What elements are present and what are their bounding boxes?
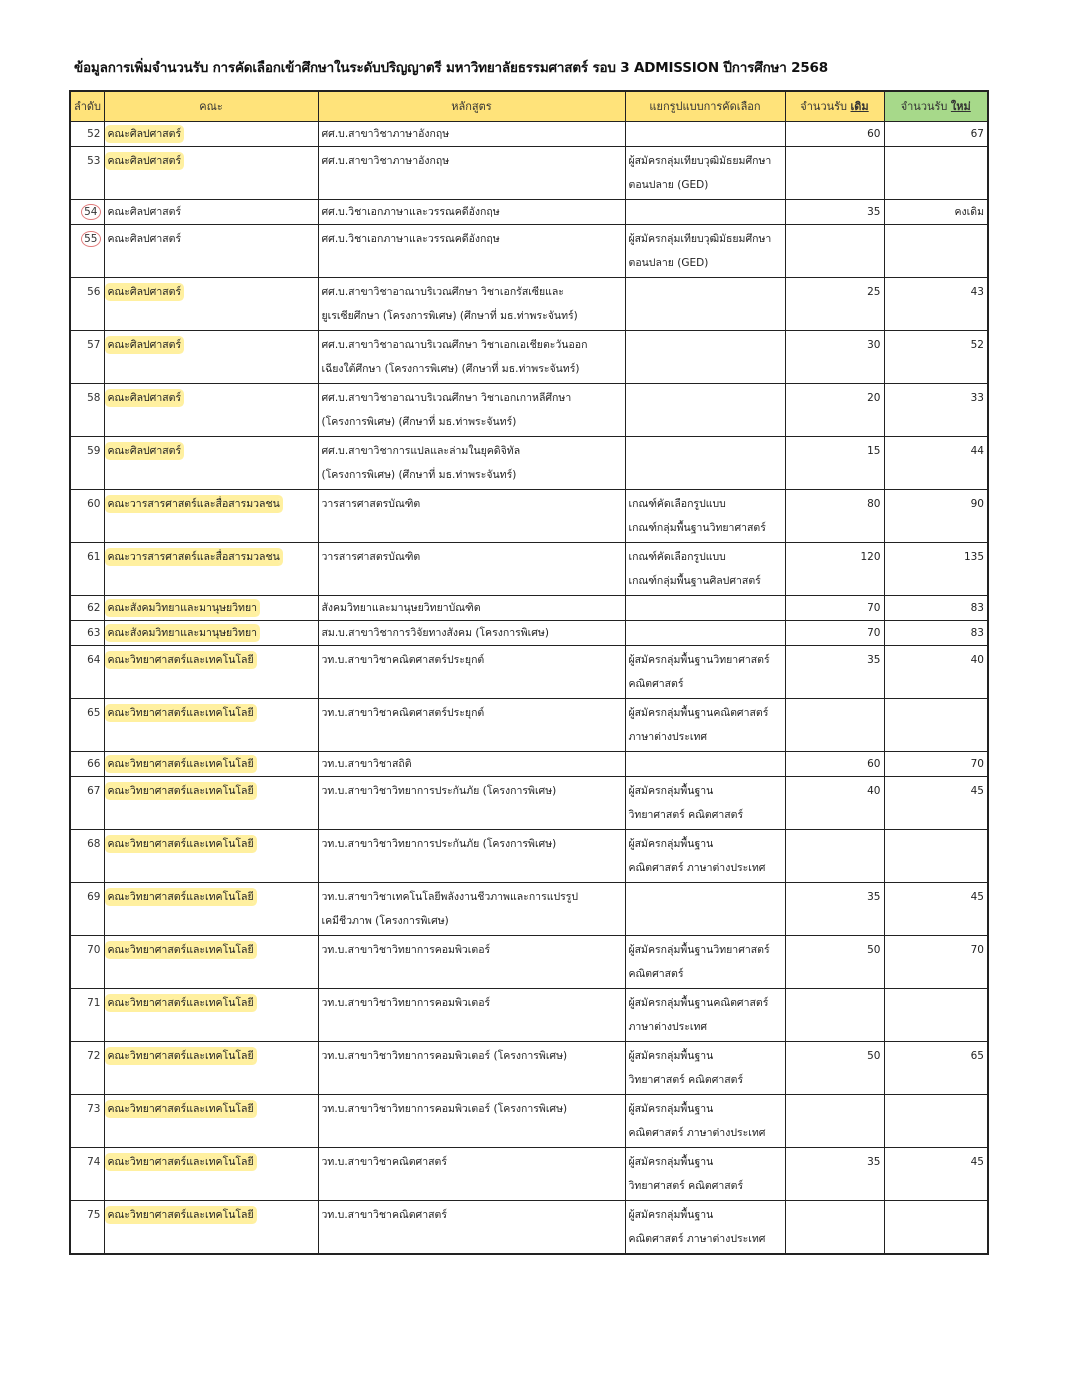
cell-no <box>70 147 104 200</box>
cell-new-quota <box>884 1201 988 1255</box>
cell-faculty <box>104 699 318 752</box>
header-method: แยกรูปแบบการคัดเลือก <box>625 91 785 122</box>
method-line: ภาษาต่างประเทศ <box>628 731 708 743</box>
program-line: (โครงการพิเศษ) (ศึกษาที่ มธ.ท่าพระจันทร์) <box>321 416 517 428</box>
cell-method <box>625 225 785 278</box>
header-no: ลำดับ <box>70 91 104 122</box>
cell-no <box>70 543 104 596</box>
cell-faculty <box>104 490 318 543</box>
cell-no <box>70 200 104 225</box>
cell-no <box>70 883 104 936</box>
cell-new-quota: 83 <box>884 596 988 621</box>
program-line: วท.บ.สาขาวิชาคณิตศาสตร์ประยุกต์ <box>321 654 485 666</box>
method-line: ผู้สมัครกลุ่มพื้นฐานวิทยาศาสตร์ <box>628 944 770 956</box>
row-number: 52 <box>87 128 101 140</box>
cell-program <box>318 278 625 331</box>
faculty-name: คณะวารสารศาสตร์และสื่อสารมวลชน <box>107 498 280 510</box>
cell-old-quota <box>785 989 884 1042</box>
faculty-name: คณะสังคมวิทยาและมานุษยวิทยา <box>107 602 258 614</box>
cell-new-quota: คงเดิม <box>884 200 988 225</box>
cell-no <box>70 621 104 646</box>
method-line: ตอนปลาย (GED) <box>628 179 709 191</box>
row-number: 58 <box>87 392 101 404</box>
table-row <box>70 225 988 278</box>
cell-program <box>318 200 625 225</box>
program-line: ศศ.บ.สาขาวิชาอาณาบริเวณศึกษา วิชาเอกเอเชียตะวันออก <box>321 339 588 351</box>
program-line: วท.บ.สาขาวิชาวิทยาการคอมพิวเตอร์ (โครงการพิเศษ) <box>321 1103 568 1115</box>
table-row <box>70 1095 988 1148</box>
row-number: 60 <box>87 498 101 510</box>
cell-method <box>625 331 785 384</box>
method-line: ผู้สมัครกลุ่มพื้นฐาน <box>628 1209 714 1221</box>
faculty-name: คณะวิทยาศาสตร์และเทคโนโลยี <box>107 891 254 903</box>
cell-program <box>318 646 625 699</box>
cell-old-quota <box>785 699 884 752</box>
cell-faculty <box>104 596 318 621</box>
cell-program <box>318 384 625 437</box>
cell-no <box>70 777 104 830</box>
method-line: ผู้สมัครกลุ่มพื้นฐาน <box>628 785 714 797</box>
table-row <box>70 936 988 989</box>
method-line: เกณฑ์คัดเลือกรูปแบบ <box>628 551 726 563</box>
faculty-name: คณะวิทยาศาสตร์และเทคโนโลยี <box>107 654 254 666</box>
header-faculty: คณะ <box>104 91 318 122</box>
table-row <box>70 989 988 1042</box>
cell-new-quota <box>884 989 988 1042</box>
cell-old-quota: 15 <box>785 437 884 490</box>
faculty-name: คณะวิทยาศาสตร์และเทคโนโลยี <box>107 944 254 956</box>
cell-new-quota: 52 <box>884 331 988 384</box>
cell-program <box>318 225 625 278</box>
row-number: 61 <box>87 551 101 563</box>
cell-program <box>318 621 625 646</box>
table-row <box>70 200 988 225</box>
faculty-name: คณะวิทยาศาสตร์และเทคโนโลยี <box>107 707 254 719</box>
method-line: ผู้สมัครกลุ่มเทียบวุฒิมัธยมศึกษา <box>628 155 772 167</box>
cell-old-quota: 70 <box>785 621 884 646</box>
circled-row-number: 55 <box>81 231 100 247</box>
program-line: วท.บ.สาขาวิชาวิทยาการคอมพิวเตอร์ <box>321 997 491 1009</box>
table-row <box>70 830 988 883</box>
cell-new-quota <box>884 699 988 752</box>
cell-program <box>318 699 625 752</box>
cell-faculty <box>104 621 318 646</box>
program-line: วท.บ.สาขาวิชาวิทยาการประกันภัย (โครงการพิเศษ) <box>321 785 557 797</box>
program-line: ศศ.บ.วิชาเอกภาษาและวรรณคดีอังกฤษ <box>321 206 500 218</box>
method-line: ภาษาต่างประเทศ <box>628 1021 708 1033</box>
cell-faculty <box>104 1042 318 1095</box>
method-line: ผู้สมัครกลุ่มพื้นฐาน <box>628 1103 714 1115</box>
program-line: วท.บ.สาขาวิชาวิทยาการคอมพิวเตอร์ (โครงการพิเศษ) <box>321 1050 568 1062</box>
row-number: 74 <box>87 1156 101 1168</box>
program-line: วท.บ.สาขาวิชาคณิตศาสตร์ประยุกต์ <box>321 707 485 719</box>
method-line: ผู้สมัครกลุ่มพื้นฐานคณิตศาสตร์ <box>628 707 769 719</box>
method-line: คณิตศาสตร์ ภาษาต่างประเทศ <box>628 862 766 874</box>
method-line: เกณฑ์คัดเลือกรูปแบบ <box>628 498 726 510</box>
cell-new-quota: 83 <box>884 621 988 646</box>
cell-method <box>625 777 785 830</box>
table-row <box>70 752 988 777</box>
cell-old-quota <box>785 1095 884 1148</box>
cell-method <box>625 646 785 699</box>
program-line: ศศ.บ.สาขาวิชาการแปลและล่ามในยุคดิจิทัล <box>321 445 521 457</box>
cell-faculty <box>104 1148 318 1201</box>
cell-new-quota: 65 <box>884 1042 988 1095</box>
cell-old-quota: 20 <box>785 384 884 437</box>
cell-new-quota: 67 <box>884 122 988 147</box>
program-line: ศศ.บ.สาขาวิชาอาณาบริเวณศึกษา วิชาเอกรัสเซียและ <box>321 286 564 298</box>
method-line: ผู้สมัครกลุ่มพื้นฐาน <box>628 1156 714 1168</box>
program-line: วท.บ.สาขาวิชาคณิตศาสตร์ <box>321 1209 447 1221</box>
cell-old-quota: 60 <box>785 752 884 777</box>
cell-program <box>318 1042 625 1095</box>
cell-new-quota: 45 <box>884 777 988 830</box>
program-line: เฉียงใต้ศึกษา (โครงการพิเศษ) (ศึกษาที่ มธ.ท่าพระจันทร์) <box>321 363 580 375</box>
cell-old-quota: 35 <box>785 1148 884 1201</box>
faculty-name: คณะวารสารศาสตร์และสื่อสารมวลชน <box>107 551 280 563</box>
cell-no <box>70 1201 104 1255</box>
cell-no <box>70 278 104 331</box>
cell-program <box>318 936 625 989</box>
faculty-name: คณะศิลปศาสตร์ <box>107 339 182 351</box>
cell-program <box>318 1095 625 1148</box>
cell-no <box>70 122 104 147</box>
faculty-name: คณะวิทยาศาสตร์และเทคโนโลยี <box>107 1050 254 1062</box>
faculty-name: คณะศิลปศาสตร์ <box>107 286 182 298</box>
cell-no <box>70 1095 104 1148</box>
cell-no <box>70 490 104 543</box>
table-row <box>70 1042 988 1095</box>
cell-faculty <box>104 122 318 147</box>
table-row <box>70 384 988 437</box>
faculty-name: คณะศิลปศาสตร์ <box>107 206 182 218</box>
cell-faculty <box>104 1201 318 1255</box>
cell-faculty <box>104 543 318 596</box>
method-line: ตอนปลาย (GED) <box>628 257 709 269</box>
row-number: 69 <box>87 891 101 903</box>
cell-no <box>70 830 104 883</box>
cell-new-quota: 70 <box>884 936 988 989</box>
table-row <box>70 278 988 331</box>
cell-method <box>625 1042 785 1095</box>
circled-row-number: 54 <box>81 204 100 220</box>
row-number: 62 <box>87 602 101 614</box>
cell-no <box>70 1042 104 1095</box>
cell-method <box>625 278 785 331</box>
cell-method <box>625 752 785 777</box>
faculty-name: คณะวิทยาศาสตร์และเทคโนโลยี <box>107 997 254 1009</box>
row-number: 59 <box>87 445 101 457</box>
program-line: ยูเรเซียศึกษา (โครงการพิเศษ) (ศึกษาที่ มธ.ท่าพระจันทร์) <box>321 310 578 322</box>
header-new-prefix: จำนวนรับ <box>900 99 948 113</box>
program-line: สังคมวิทยาและมานุษยวิทยาบัณฑิต <box>321 602 481 614</box>
cell-method <box>625 1148 785 1201</box>
cell-no <box>70 331 104 384</box>
cell-faculty <box>104 883 318 936</box>
cell-faculty <box>104 225 318 278</box>
cell-old-quota: 40 <box>785 777 884 830</box>
table-row <box>70 437 988 490</box>
cell-no <box>70 384 104 437</box>
cell-faculty <box>104 646 318 699</box>
program-line: (โครงการพิเศษ) (ศึกษาที่ มธ.ท่าพระจันทร์) <box>321 469 517 481</box>
faculty-name: คณะศิลปศาสตร์ <box>107 233 182 245</box>
method-line: วิทยาศาสตร์ คณิตศาสตร์ <box>628 809 744 821</box>
cell-method <box>625 490 785 543</box>
header-new-emph: ใหม่ <box>950 99 971 113</box>
cell-new-quota: 45 <box>884 883 988 936</box>
table-row <box>70 699 988 752</box>
cell-no <box>70 936 104 989</box>
row-number: 72 <box>87 1050 101 1062</box>
method-line: เกณฑ์กลุ่มพื้นฐานศิลปศาสตร์ <box>628 575 761 587</box>
cell-faculty <box>104 752 318 777</box>
method-line: วิทยาศาสตร์ คณิตศาสตร์ <box>628 1180 744 1192</box>
method-line: ผู้สมัครกลุ่มพื้นฐานวิทยาศาสตร์ <box>628 654 770 666</box>
cell-faculty <box>104 936 318 989</box>
cell-method <box>625 883 785 936</box>
row-number: 71 <box>87 997 101 1009</box>
cell-old-quota: 50 <box>785 936 884 989</box>
cell-method <box>625 147 785 200</box>
cell-method <box>625 699 785 752</box>
method-line: วิทยาศาสตร์ คณิตศาสตร์ <box>628 1074 744 1086</box>
cell-method <box>625 989 785 1042</box>
cell-program <box>318 1201 625 1255</box>
header-row <box>70 91 988 122</box>
cell-program <box>318 596 625 621</box>
header-old-quota <box>785 91 884 122</box>
row-number: 63 <box>87 627 101 639</box>
row-number: 67 <box>87 785 101 797</box>
cell-old-quota: 60 <box>785 122 884 147</box>
table-row <box>70 1201 988 1255</box>
cell-method <box>625 830 785 883</box>
program-line: ศศ.บ.วิชาเอกภาษาและวรรณคดีอังกฤษ <box>321 233 500 245</box>
row-number: 57 <box>87 339 101 351</box>
cell-old-quota <box>785 225 884 278</box>
cell-new-quota: 70 <box>884 752 988 777</box>
table-row <box>70 777 988 830</box>
cell-program <box>318 122 625 147</box>
row-number: 66 <box>87 758 101 770</box>
program-line: สม.บ.สาขาวิชาการวิจัยทางสังคม (โครงการพิเศษ) <box>321 627 549 639</box>
cell-new-quota: 33 <box>884 384 988 437</box>
table-row <box>70 621 988 646</box>
cell-method <box>625 437 785 490</box>
faculty-name: คณะสังคมวิทยาและมานุษยวิทยา <box>107 627 258 639</box>
cell-program <box>318 777 625 830</box>
program-line: วท.บ.สาขาวิชาสถิติ <box>321 758 412 770</box>
method-line: ผู้สมัครกลุ่มเทียบวุฒิมัธยมศึกษา <box>628 233 772 245</box>
cell-program <box>318 331 625 384</box>
cell-program <box>318 830 625 883</box>
cell-program <box>318 752 625 777</box>
cell-old-quota: 30 <box>785 331 884 384</box>
cell-program <box>318 543 625 596</box>
table-row <box>70 490 988 543</box>
cell-program <box>318 883 625 936</box>
header-old-emph: เดิม <box>850 99 869 113</box>
faculty-name: คณะศิลปศาสตร์ <box>107 445 182 457</box>
program-line: วท.บ.สาขาวิชาเทคโนโลยีพลังงานชีวภาพและการแปรรูป <box>321 891 579 903</box>
cell-faculty <box>104 830 318 883</box>
cell-no <box>70 989 104 1042</box>
program-line: ศศ.บ.สาขาวิชาภาษาอังกฤษ <box>321 155 450 167</box>
cell-method <box>625 1095 785 1148</box>
cell-no <box>70 752 104 777</box>
method-line: คณิตศาสตร์ <box>628 678 684 690</box>
row-number: 65 <box>87 707 101 719</box>
table-row <box>70 883 988 936</box>
table-row <box>70 1148 988 1201</box>
cell-new-quota: 135 <box>884 543 988 596</box>
program-line: ศศ.บ.สาขาวิชาภาษาอังกฤษ <box>321 128 450 140</box>
cell-program <box>318 437 625 490</box>
cell-method <box>625 384 785 437</box>
cell-new-quota <box>884 830 988 883</box>
cell-old-quota: 80 <box>785 490 884 543</box>
cell-new-quota: 44 <box>884 437 988 490</box>
cell-faculty <box>104 437 318 490</box>
cell-program <box>318 147 625 200</box>
cell-program <box>318 989 625 1042</box>
cell-new-quota <box>884 225 988 278</box>
method-line: คณิตศาสตร์ ภาษาต่างประเทศ <box>628 1233 766 1245</box>
method-line: ผู้สมัครกลุ่มพื้นฐาน <box>628 1050 714 1062</box>
cell-old-quota: 70 <box>785 596 884 621</box>
row-number: 75 <box>87 1209 101 1221</box>
cell-new-quota: 90 <box>884 490 988 543</box>
cell-faculty <box>104 331 318 384</box>
cell-new-quota <box>884 147 988 200</box>
cell-old-quota <box>785 1201 884 1255</box>
cell-no <box>70 646 104 699</box>
row-number: 56 <box>87 286 101 298</box>
faculty-name: คณะวิทยาศาสตร์และเทคโนโลยี <box>107 785 254 797</box>
cell-new-quota: 43 <box>884 278 988 331</box>
program-line: วารสารศาสตรบัณฑิต <box>321 551 421 563</box>
faculty-name: คณะวิทยาศาสตร์และเทคโนโลยี <box>107 1103 254 1115</box>
admission-table <box>69 90 989 1255</box>
table-row <box>70 596 988 621</box>
header-program: หลักสูตร <box>318 91 625 122</box>
table-row <box>70 543 988 596</box>
cell-faculty <box>104 989 318 1042</box>
method-line: เกณฑ์กลุ่มพื้นฐานวิทยาศาสตร์ <box>628 522 766 534</box>
method-line: ผู้สมัครกลุ่มพื้นฐานคณิตศาสตร์ <box>628 997 769 1009</box>
cell-method <box>625 200 785 225</box>
program-line: วารสารศาสตรบัณฑิต <box>321 498 421 510</box>
method-line: ผู้สมัครกลุ่มพื้นฐาน <box>628 838 714 850</box>
faculty-name: คณะวิทยาศาสตร์และเทคโนโลยี <box>107 758 254 770</box>
table-header <box>70 91 988 122</box>
cell-no <box>70 699 104 752</box>
table-row <box>70 147 988 200</box>
cell-method <box>625 621 785 646</box>
row-number: 53 <box>87 155 101 167</box>
cell-program <box>318 490 625 543</box>
program-line: เคมีชีวภาพ (โครงการพิเศษ) <box>321 915 449 927</box>
program-line: วท.บ.สาขาวิชาวิทยาการประกันภัย (โครงการพิเศษ) <box>321 838 557 850</box>
cell-faculty <box>104 200 318 225</box>
cell-faculty <box>104 1095 318 1148</box>
table-row <box>70 331 988 384</box>
cell-method <box>625 1201 785 1255</box>
cell-new-quota <box>884 1095 988 1148</box>
cell-old-quota: 35 <box>785 200 884 225</box>
cell-no <box>70 1148 104 1201</box>
faculty-name: คณะศิลปศาสตร์ <box>107 392 182 404</box>
cell-old-quota: 35 <box>785 883 884 936</box>
cell-method <box>625 122 785 147</box>
page-title: ข้อมูลการเพิ่มจำนวนรับ การคัดเลือกเข้าศึกษาในระดับปริญญาตรี มหาวิทยาลัยธรรมศาสตร์ รอบ 3 ADMISSION ปีการศึกษา 2568 <box>74 60 828 76</box>
cell-old-quota: 35 <box>785 646 884 699</box>
header-old-prefix: จำนวนรับ <box>800 99 848 113</box>
program-line: วท.บ.สาขาวิชาวิทยาการคอมพิวเตอร์ <box>321 944 491 956</box>
cell-old-quota: 50 <box>785 1042 884 1095</box>
cell-no <box>70 437 104 490</box>
cell-new-quota: 40 <box>884 646 988 699</box>
table-row <box>70 122 988 147</box>
method-line: คณิตศาสตร์ <box>628 968 684 980</box>
row-number: 73 <box>87 1103 101 1115</box>
cell-old-quota <box>785 147 884 200</box>
cell-new-quota: 45 <box>884 1148 988 1201</box>
row-number: 68 <box>87 838 101 850</box>
row-number: 70 <box>87 944 101 956</box>
cell-no <box>70 596 104 621</box>
program-line: ศศ.บ.สาขาวิชาอาณาบริเวณศึกษา วิชาเอกเกาหลีศึกษา <box>321 392 572 404</box>
faculty-name: คณะศิลปศาสตร์ <box>107 155 182 167</box>
cell-no <box>70 225 104 278</box>
header-new-quota <box>884 91 988 122</box>
cell-faculty <box>104 278 318 331</box>
cell-method <box>625 543 785 596</box>
program-line: วท.บ.สาขาวิชาคณิตศาสตร์ <box>321 1156 447 1168</box>
table-body <box>70 122 988 1255</box>
faculty-name: คณะวิทยาศาสตร์และเทคโนโลยี <box>107 838 254 850</box>
row-number: 64 <box>87 654 101 666</box>
cell-faculty <box>104 384 318 437</box>
cell-old-quota <box>785 830 884 883</box>
cell-old-quota: 120 <box>785 543 884 596</box>
method-line: คณิตศาสตร์ ภาษาต่างประเทศ <box>628 1127 766 1139</box>
cell-method <box>625 936 785 989</box>
faculty-name: คณะวิทยาศาสตร์และเทคโนโลยี <box>107 1156 254 1168</box>
cell-faculty <box>104 147 318 200</box>
cell-program <box>318 1148 625 1201</box>
faculty-name: คณะวิทยาศาสตร์และเทคโนโลยี <box>107 1209 254 1221</box>
faculty-name: คณะศิลปศาสตร์ <box>107 128 182 140</box>
cell-old-quota: 25 <box>785 278 884 331</box>
cell-faculty <box>104 777 318 830</box>
table-row <box>70 646 988 699</box>
cell-method <box>625 596 785 621</box>
